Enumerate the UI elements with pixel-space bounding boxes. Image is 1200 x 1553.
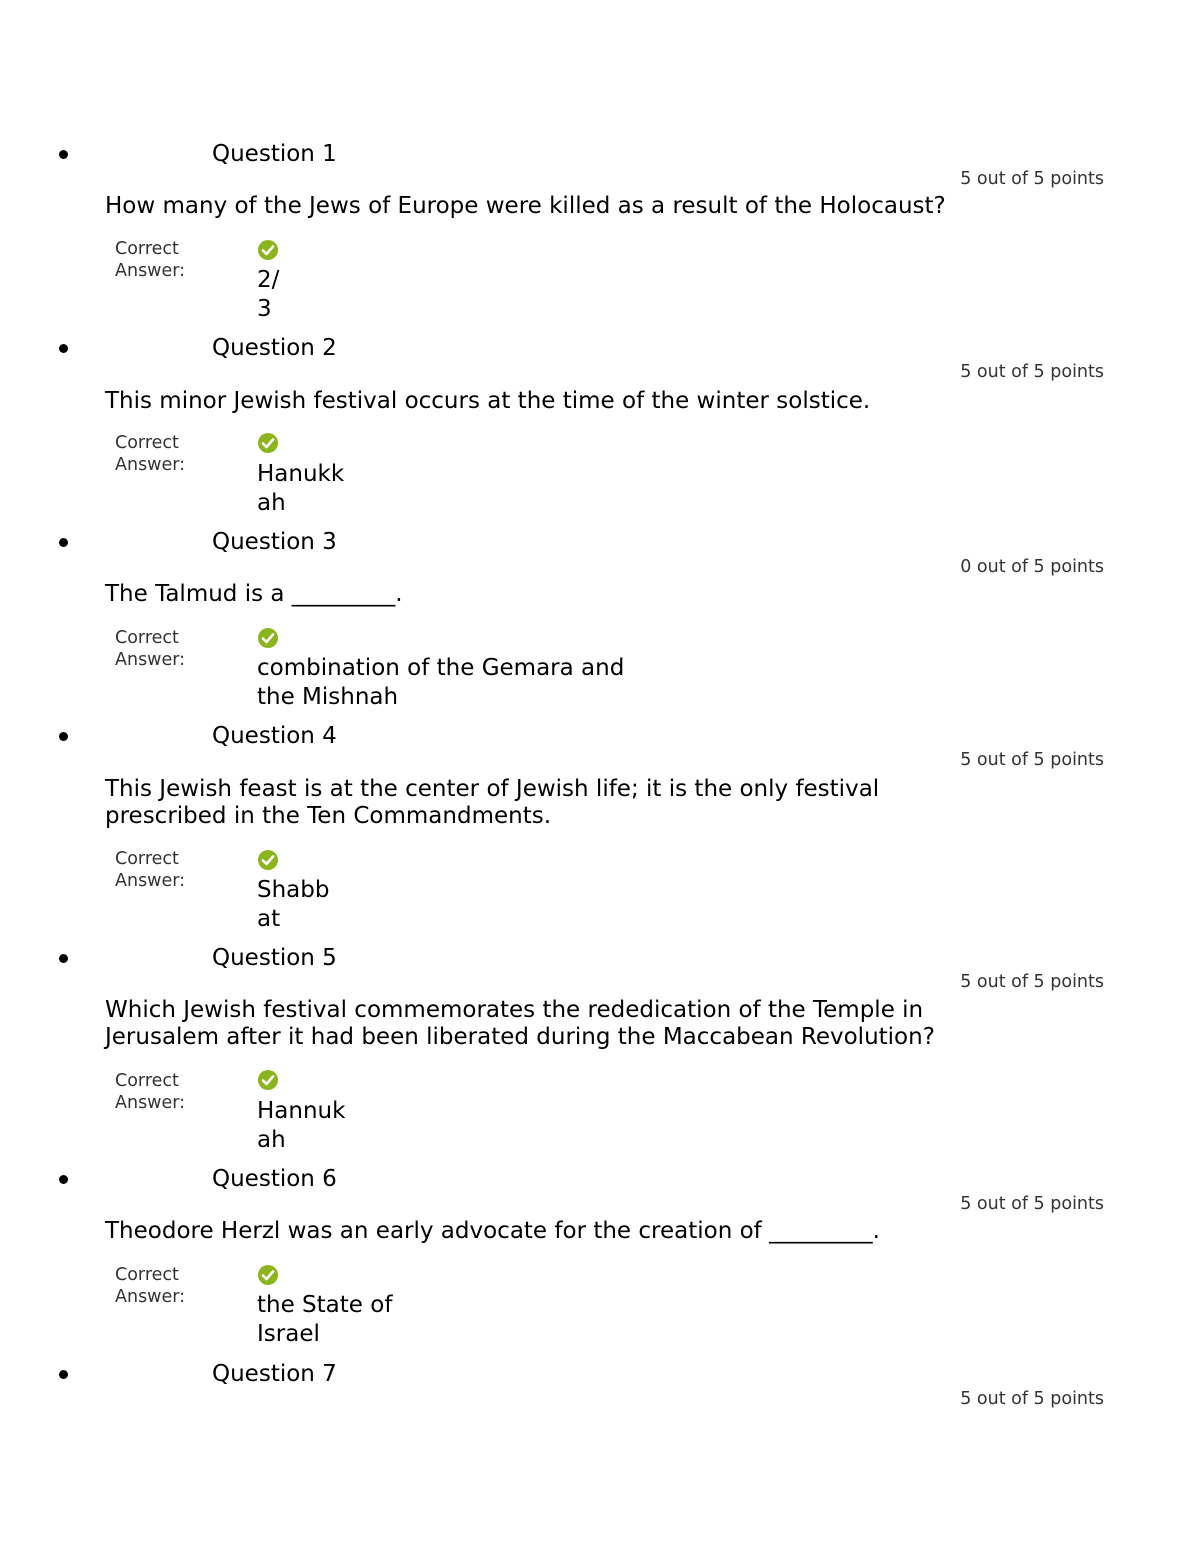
bullet-icon: [59, 954, 68, 963]
question-points: 5 out of 5 points: [960, 362, 1104, 382]
check-circle-icon: [257, 239, 279, 261]
question-title: Question 7: [212, 1361, 337, 1387]
question-title: Question 4: [212, 723, 337, 749]
correct-answer-label: Correct Answer:: [115, 849, 186, 891]
check-circle-icon: [257, 849, 279, 871]
correct-answer-label: Correct Answer:: [115, 433, 186, 475]
check-circle-icon: [257, 627, 279, 649]
question-points: 0 out of 5 points: [960, 557, 1104, 577]
question-text: Theodore Herzl was an early advocate for the creation of _________.: [105, 1218, 880, 1244]
question-text: Which Jewish festival commemorates the rededication of the Temple in Jerusalem after it had been liberated during the Maccabean Revolution?: [105, 997, 935, 1050]
question-title: Question 3: [212, 529, 337, 555]
question-points: 5 out of 5 points: [960, 1194, 1104, 1214]
bullet-icon: [59, 1175, 68, 1184]
bullet-icon: [59, 538, 68, 547]
question-points: 5 out of 5 points: [960, 169, 1104, 189]
question-text: The Talmud is a _________.: [105, 581, 403, 607]
question-points: 5 out of 5 points: [960, 750, 1104, 770]
question-title: Question 1: [212, 141, 337, 167]
bullet-icon: [59, 150, 68, 159]
correct-answer-label: Correct Answer:: [115, 239, 186, 281]
question-points: 5 out of 5 points: [960, 1389, 1104, 1409]
correct-answer-value: Shabb at: [257, 877, 330, 932]
check-circle-icon: [257, 432, 279, 454]
check-circle-icon: [257, 1264, 279, 1286]
correct-answer-label: Correct Answer:: [115, 1265, 186, 1307]
correct-answer-label: Correct Answer:: [115, 1071, 186, 1113]
question-title: Question 5: [212, 945, 337, 971]
question-title: Question 2: [212, 335, 337, 361]
correct-answer-value: 2/ 3: [257, 267, 280, 322]
question-text: This Jewish feast is at the center of Jewish life; it is the only festival prescribed in the Ten Commandments.: [105, 776, 880, 829]
correct-answer-label: Correct Answer:: [115, 628, 186, 670]
correct-answer-value: the State of Israel: [257, 1292, 393, 1347]
bullet-icon: [59, 732, 68, 741]
check-circle-icon: [257, 1069, 279, 1091]
bullet-icon: [59, 1370, 68, 1379]
bullet-icon: [59, 344, 68, 353]
question-points: 5 out of 5 points: [960, 972, 1104, 992]
correct-answer-value: Hanukk ah: [257, 461, 345, 516]
question-text: How many of the Jews of Europe were killed as a result of the Holocaust?: [105, 193, 946, 219]
question-title: Question 6: [212, 1166, 337, 1192]
correct-answer-value: Hannuk ah: [257, 1098, 346, 1153]
question-text: This minor Jewish festival occurs at the time of the winter solstice.: [105, 388, 871, 414]
correct-answer-value: combination of the Gemara and the Mishnah: [257, 655, 625, 710]
